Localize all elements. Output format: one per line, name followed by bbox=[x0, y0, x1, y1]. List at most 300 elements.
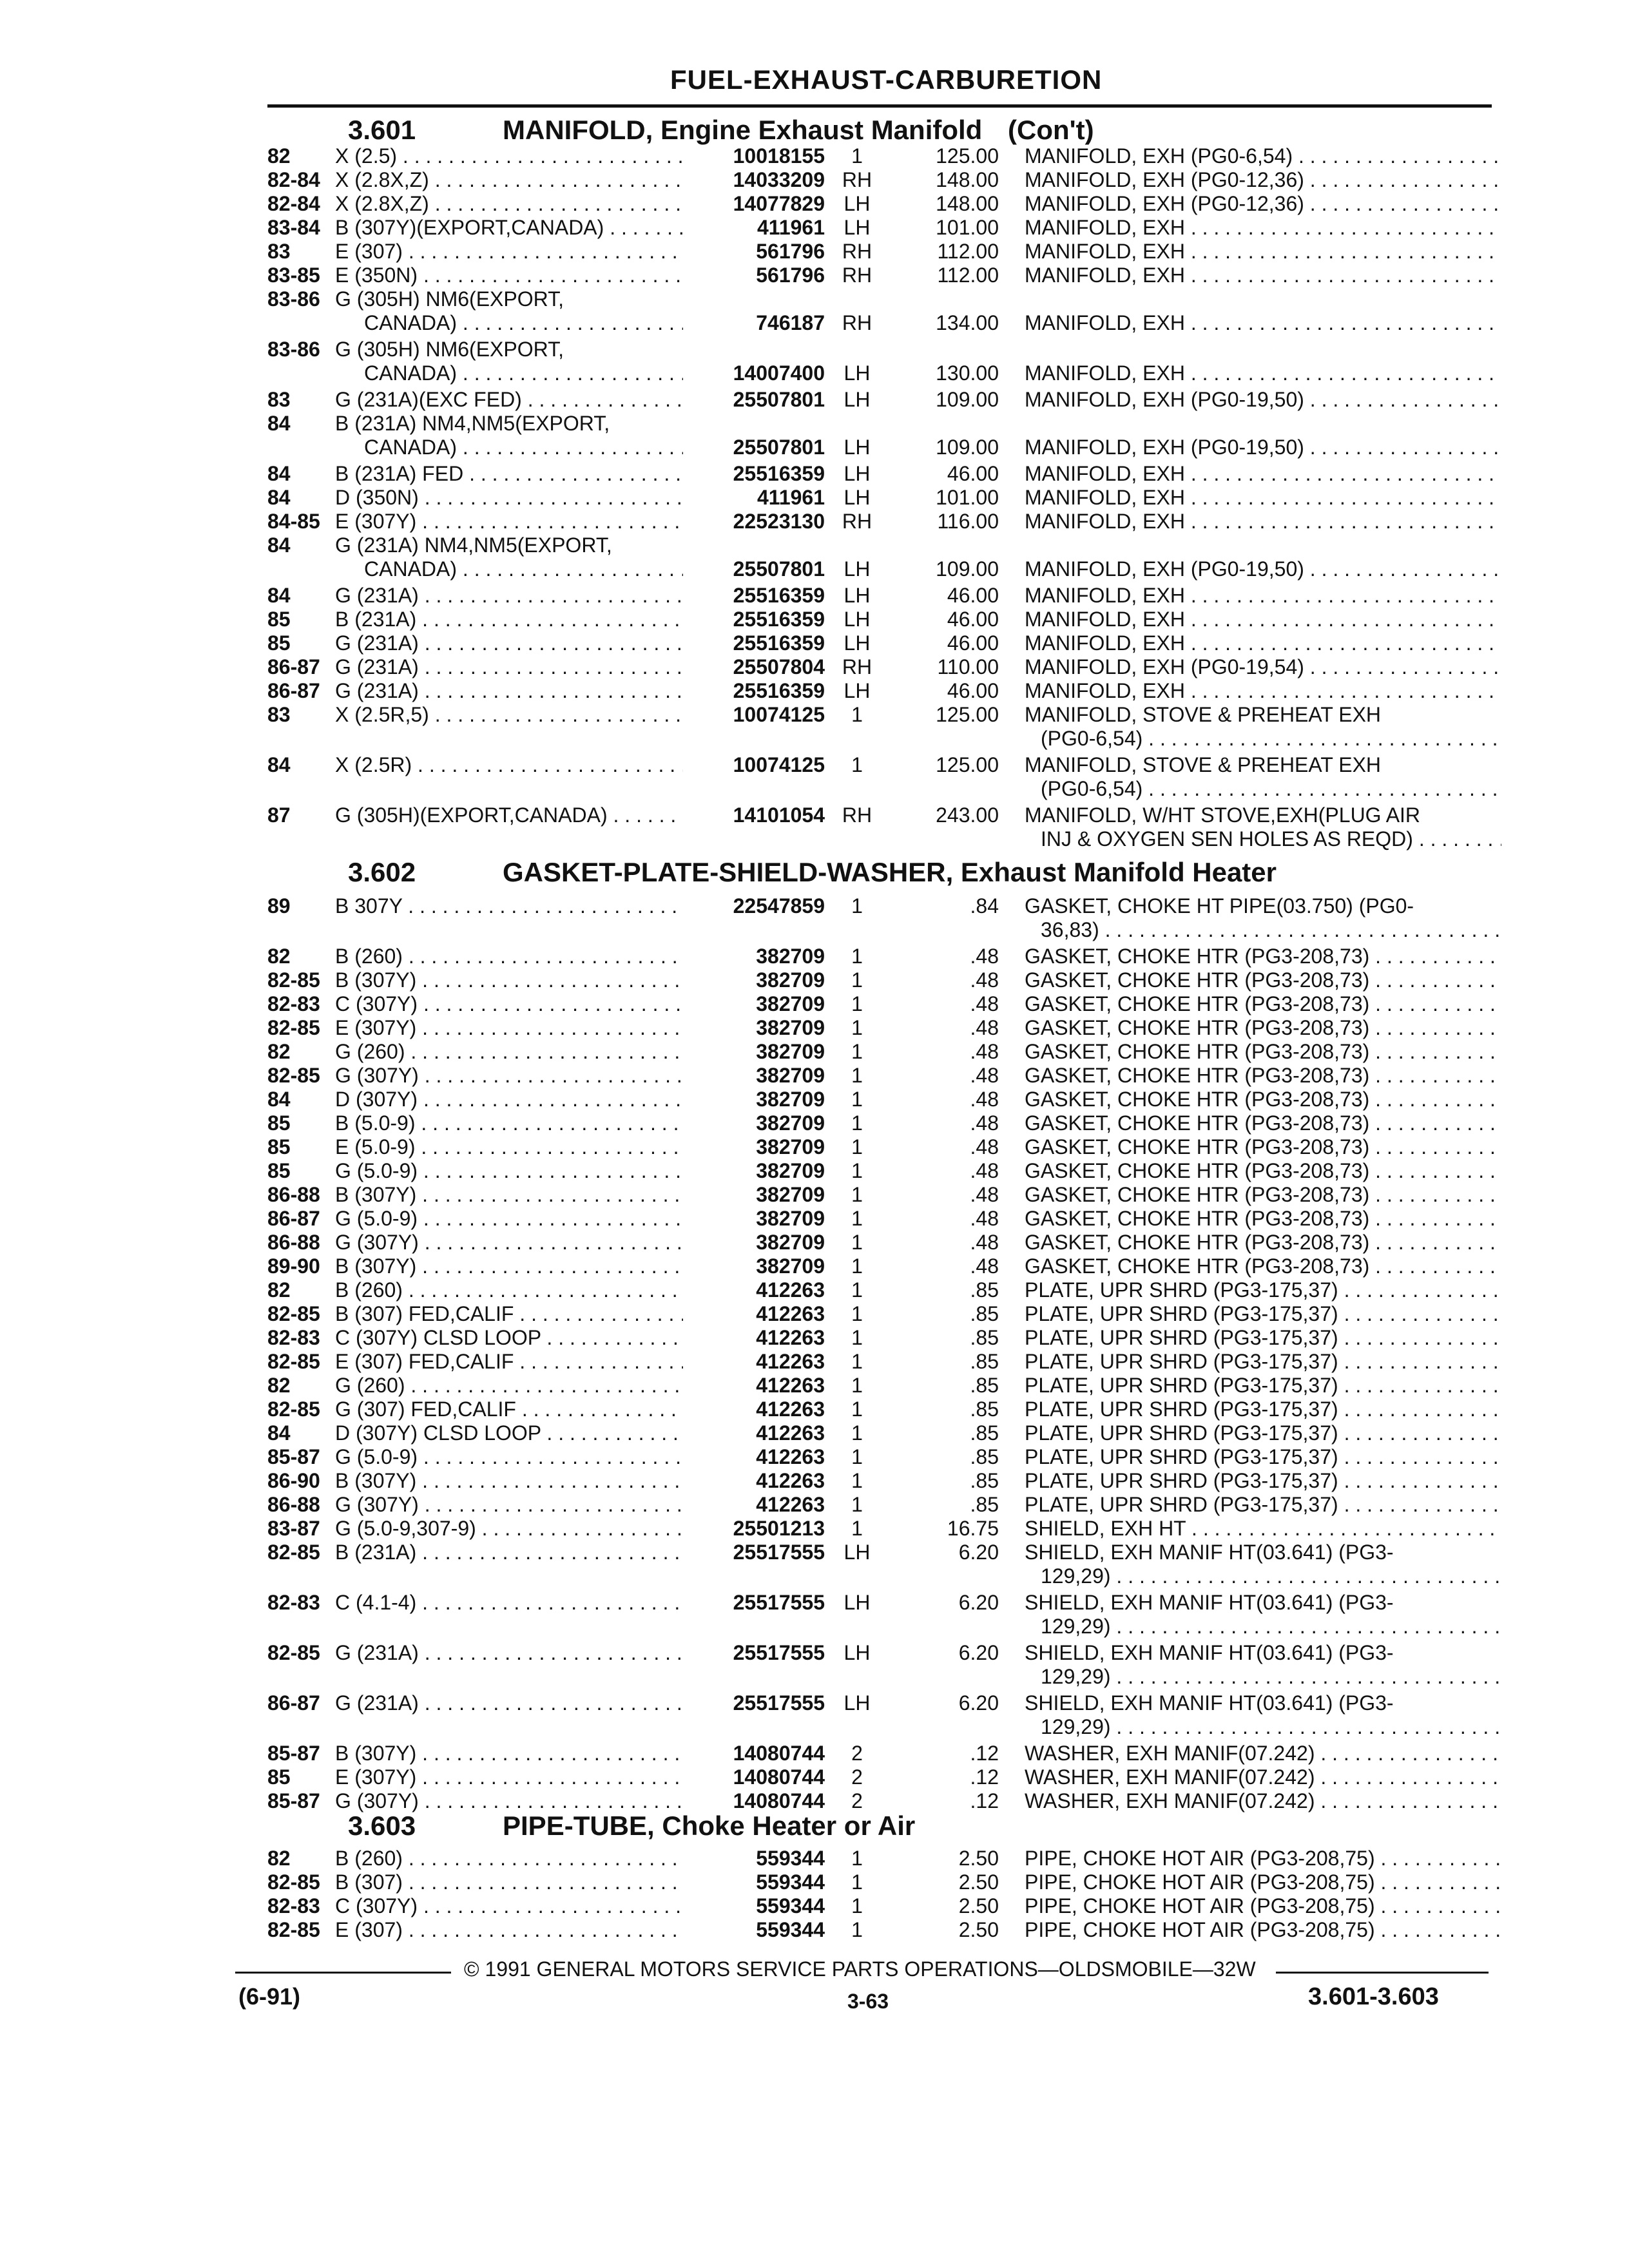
row-quantity: 1 bbox=[851, 1350, 863, 1373]
row-part-number: 412263 bbox=[756, 1398, 825, 1421]
row-part-number: 559344 bbox=[756, 1870, 825, 1894]
row-model: B (5.0-9) . . . bbox=[335, 1111, 683, 1135]
table-row bbox=[0, 388, 1629, 412]
row-model-continued: CANADA) . . . bbox=[364, 311, 683, 335]
row-price: 6.20 bbox=[958, 1541, 999, 1564]
row-quantity: 1 bbox=[851, 1469, 863, 1492]
row-quantity: RH bbox=[842, 240, 872, 263]
row-description: PLATE, UPR SHRD (PG3-175,37) . . . bbox=[1025, 1350, 1501, 1374]
row-model: G (5.0-9,307-9) . . . bbox=[335, 1517, 683, 1541]
row-model: G (231A) . . . bbox=[335, 631, 683, 655]
row-description: MANIFOLD, EXH (PG0-12,36) . . . bbox=[1025, 192, 1501, 216]
row-part-number: 412263 bbox=[756, 1278, 825, 1302]
row-price: 116.00 bbox=[937, 510, 999, 533]
row-part-number: 25516359 bbox=[733, 679, 825, 702]
row-quantity: LH bbox=[843, 388, 871, 411]
row-price: .12 bbox=[970, 1742, 999, 1765]
row-model: G (305H) NM6(EXPORT, bbox=[335, 338, 564, 361]
row-years: 85 bbox=[267, 1765, 291, 1789]
row-part-number: 412263 bbox=[756, 1326, 825, 1349]
row-part-number: 382709 bbox=[756, 1111, 825, 1135]
table-row bbox=[0, 1231, 1629, 1254]
row-description-continued: 129,29) . . . bbox=[1041, 1665, 1501, 1689]
table-row bbox=[0, 1894, 1629, 1918]
row-part-number: 382709 bbox=[756, 1159, 825, 1182]
row-description: PIPE, CHOKE HOT AIR (PG3-208,75) . . . bbox=[1025, 1870, 1501, 1894]
row-price: .48 bbox=[970, 1254, 999, 1278]
row-years: 82 bbox=[267, 1847, 291, 1870]
row-quantity: 1 bbox=[851, 1254, 863, 1278]
row-model: G (231A) . . . bbox=[335, 1641, 683, 1665]
row-model: B (231A) FED . . . bbox=[335, 462, 683, 486]
row-years: 82-84 bbox=[267, 168, 320, 191]
row-part-number: 14033209 bbox=[733, 168, 825, 191]
row-price: 46.00 bbox=[947, 608, 999, 631]
row-part-number: 412263 bbox=[756, 1421, 825, 1445]
table-row bbox=[0, 584, 1629, 608]
table-row bbox=[0, 168, 1629, 192]
row-years: 86-88 bbox=[267, 1183, 320, 1206]
row-years: 85 bbox=[267, 1159, 291, 1182]
row-description: GASKET, CHOKE HTR (PG3-208,73) . . . bbox=[1025, 1088, 1501, 1111]
row-price: 148.00 bbox=[936, 192, 999, 215]
row-description: GASKET, CHOKE HTR (PG3-208,73) . . . bbox=[1025, 1183, 1501, 1207]
row-years: 83 bbox=[267, 388, 291, 411]
table-row bbox=[0, 945, 1629, 968]
row-description: PLATE, UPR SHRD (PG3-175,37) . . . bbox=[1025, 1469, 1501, 1493]
row-price: .48 bbox=[970, 1111, 999, 1135]
row-quantity: 1 bbox=[851, 945, 863, 968]
row-price: 125.00 bbox=[936, 753, 999, 776]
row-price: .48 bbox=[970, 968, 999, 992]
row-description: GASKET, CHOKE HTR (PG3-208,73) . . . bbox=[1025, 945, 1501, 968]
row-price: 101.00 bbox=[936, 486, 999, 509]
row-part-number: 25507801 bbox=[733, 388, 825, 411]
row-description-continued: (PG0-6,54) . . . bbox=[1041, 777, 1501, 801]
table-row bbox=[0, 1541, 1629, 1588]
row-quantity: RH bbox=[842, 264, 872, 287]
row-model: B (307Y) . . . bbox=[335, 1254, 683, 1278]
row-description: PIPE, CHOKE HOT AIR (PG3-208,75) . . . bbox=[1025, 1847, 1501, 1870]
row-description: GASKET, CHOKE HTR (PG3-208,73) . . . bbox=[1025, 1207, 1501, 1231]
row-years: 86-87 bbox=[267, 679, 320, 702]
row-quantity: 1 bbox=[851, 1159, 863, 1182]
table-row bbox=[0, 1088, 1629, 1111]
row-description: MANIFOLD, EXH (PG0-19,54) . . . bbox=[1025, 655, 1501, 679]
row-description: MANIFOLD, EXH . . . bbox=[1025, 679, 1501, 703]
row-price: 46.00 bbox=[947, 584, 999, 607]
row-price: .48 bbox=[970, 1040, 999, 1063]
table-row bbox=[0, 1374, 1629, 1398]
table-row bbox=[0, 1207, 1629, 1231]
row-description: MANIFOLD, EXH (PG0-19,50) . . . bbox=[1025, 436, 1501, 459]
row-price: .48 bbox=[970, 1207, 999, 1230]
row-price: .85 bbox=[970, 1421, 999, 1445]
row-model: G (305H)(EXPORT,CANADA) . . . bbox=[335, 803, 683, 827]
row-model: G (5.0-9) . . . bbox=[335, 1445, 683, 1469]
section-suffix: (Con't) bbox=[1008, 115, 1094, 145]
row-description: GASKET, CHOKE HTR (PG3-208,73) . . . bbox=[1025, 992, 1501, 1016]
row-model: E (307Y) . . . bbox=[335, 1765, 683, 1789]
footer-section-range: 3.601-3.603 bbox=[1308, 1983, 1439, 2010]
table-row bbox=[0, 679, 1629, 703]
row-model: G (307Y) . . . bbox=[335, 1493, 683, 1517]
row-quantity: 1 bbox=[851, 703, 863, 726]
row-description: PLATE, UPR SHRD (PG3-175,37) . . . bbox=[1025, 1493, 1501, 1517]
row-price: .48 bbox=[970, 1016, 999, 1039]
row-years: 89 bbox=[267, 894, 291, 918]
row-price: 243.00 bbox=[936, 803, 999, 827]
row-part-number: 10018155 bbox=[733, 144, 825, 168]
row-part-number: 25507804 bbox=[733, 655, 825, 678]
row-years: 82 bbox=[267, 1374, 291, 1397]
row-price: .85 bbox=[970, 1398, 999, 1421]
row-part-number: 412263 bbox=[756, 1445, 825, 1468]
row-years: 82-85 bbox=[267, 1064, 320, 1087]
table-row bbox=[0, 1016, 1629, 1040]
row-price: .48 bbox=[970, 1183, 999, 1206]
row-model: G (260) . . . bbox=[335, 1374, 683, 1398]
row-model: G (307) FED,CALIF . . . bbox=[335, 1398, 683, 1421]
footer-rule-left bbox=[235, 1972, 451, 1974]
row-years: 82-85 bbox=[267, 968, 320, 992]
section-number: 3.603 bbox=[348, 1811, 416, 1841]
row-quantity: 1 bbox=[851, 1918, 863, 1941]
table-row bbox=[0, 1326, 1629, 1350]
table-row bbox=[0, 1398, 1629, 1421]
row-years: 85-87 bbox=[267, 1445, 320, 1468]
row-price: 2.50 bbox=[958, 1918, 999, 1941]
row-quantity: 1 bbox=[851, 1064, 863, 1087]
row-model: B (260) . . . bbox=[335, 1278, 683, 1302]
row-years: 82-84 bbox=[267, 192, 320, 215]
table-row bbox=[0, 192, 1629, 216]
row-years: 83-85 bbox=[267, 264, 320, 287]
row-description: MANIFOLD, STOVE & PREHEAT EXH bbox=[1025, 703, 1382, 726]
row-quantity: 1 bbox=[851, 1016, 863, 1039]
row-model: B (307Y)(EXPORT,CANADA) . . . bbox=[335, 216, 683, 240]
row-description: PLATE, UPR SHRD (PG3-175,37) . . . bbox=[1025, 1398, 1501, 1421]
row-price: 46.00 bbox=[947, 462, 999, 485]
row-description: MANIFOLD, EXH (PG0-19,50) . . . bbox=[1025, 557, 1501, 581]
row-quantity: 1 bbox=[851, 753, 863, 776]
table-row bbox=[0, 1641, 1629, 1689]
row-quantity: 1 bbox=[851, 1894, 863, 1917]
row-model: G (231A) . . . bbox=[335, 679, 683, 703]
row-part-number: 382709 bbox=[756, 1183, 825, 1206]
table-row bbox=[0, 1421, 1629, 1445]
row-description: MANIFOLD, EXH . . . bbox=[1025, 311, 1501, 335]
row-part-number: 412263 bbox=[756, 1350, 825, 1373]
table-row bbox=[0, 1445, 1629, 1469]
row-model: D (307Y) CLSD LOOP . . . bbox=[335, 1421, 683, 1445]
section-title: GASKET-PLATE-SHIELD-WASHER, Exhaust Manifold Heater bbox=[503, 857, 1277, 887]
row-years: 82-83 bbox=[267, 1894, 320, 1917]
row-years: 84 bbox=[267, 412, 291, 435]
table-row bbox=[0, 1302, 1629, 1326]
row-description: PIPE, CHOKE HOT AIR (PG3-208,75) . . . bbox=[1025, 1894, 1501, 1918]
row-years: 82-85 bbox=[267, 1870, 320, 1894]
table-row bbox=[0, 264, 1629, 287]
row-model: G (307Y) . . . bbox=[335, 1789, 683, 1813]
table-row bbox=[0, 1742, 1629, 1765]
row-years: 85 bbox=[267, 1135, 291, 1158]
row-model: X (2.5R,5) . . . bbox=[335, 703, 683, 727]
row-description: SHIELD, EXH HT . . . bbox=[1025, 1517, 1501, 1541]
row-description: MANIFOLD, EXH . . . bbox=[1025, 510, 1501, 533]
row-model: G (231A) NM4,NM5(EXPORT, bbox=[335, 533, 612, 557]
row-years: 84 bbox=[267, 486, 291, 509]
row-price: .85 bbox=[970, 1445, 999, 1468]
row-model: E (307Y) . . . bbox=[335, 1016, 683, 1040]
row-quantity: 2 bbox=[851, 1789, 863, 1812]
row-years: 82-85 bbox=[267, 1302, 320, 1325]
row-part-number: 22547859 bbox=[733, 894, 825, 918]
row-description: PLATE, UPR SHRD (PG3-175,37) . . . bbox=[1025, 1278, 1501, 1302]
table-row bbox=[0, 1691, 1629, 1739]
row-part-number: 746187 bbox=[756, 311, 825, 334]
table-row bbox=[0, 1765, 1629, 1789]
row-description-continued: 129,29) . . . bbox=[1041, 1564, 1501, 1588]
row-years: 82-85 bbox=[267, 1641, 320, 1664]
row-price: .48 bbox=[970, 1088, 999, 1111]
row-price: .48 bbox=[970, 1135, 999, 1158]
row-quantity: LH bbox=[843, 462, 871, 485]
row-price: .85 bbox=[970, 1326, 999, 1349]
row-model: C (307Y) . . . bbox=[335, 992, 683, 1016]
row-quantity: 1 bbox=[851, 1183, 863, 1206]
table-row bbox=[0, 1870, 1629, 1894]
table-row bbox=[0, 412, 1629, 459]
row-description: PLATE, UPR SHRD (PG3-175,37) . . . bbox=[1025, 1445, 1501, 1469]
row-model: B (231A) NM4,NM5(EXPORT, bbox=[335, 412, 610, 435]
row-model: B (307) . . . bbox=[335, 1870, 683, 1894]
table-row bbox=[0, 1350, 1629, 1374]
row-price: 109.00 bbox=[936, 388, 999, 411]
table-row bbox=[0, 287, 1629, 335]
row-price: .85 bbox=[970, 1374, 999, 1397]
section-number: 3.601 bbox=[348, 115, 416, 145]
row-model: G (5.0-9) . . . bbox=[335, 1207, 683, 1231]
row-years: 84 bbox=[267, 753, 291, 776]
row-quantity: LH bbox=[843, 192, 871, 215]
row-years: 82-85 bbox=[267, 1016, 320, 1039]
row-price: 6.20 bbox=[958, 1591, 999, 1614]
row-description: MANIFOLD, EXH . . . bbox=[1025, 361, 1501, 385]
row-price: 130.00 bbox=[936, 361, 999, 385]
row-part-number: 10074125 bbox=[733, 703, 825, 726]
row-price: 46.00 bbox=[947, 679, 999, 702]
row-years: 86-90 bbox=[267, 1469, 320, 1492]
row-years: 82 bbox=[267, 1278, 291, 1302]
row-model-continued: CANADA) . . . bbox=[364, 436, 683, 459]
row-quantity: 1 bbox=[851, 1278, 863, 1302]
row-part-number: 382709 bbox=[756, 1016, 825, 1039]
row-quantity: 1 bbox=[851, 1207, 863, 1230]
row-description: MANIFOLD, EXH (PG0-19,50) . . . bbox=[1025, 388, 1501, 412]
row-quantity: 1 bbox=[851, 968, 863, 992]
row-years: 86-87 bbox=[267, 1691, 320, 1715]
row-description: GASKET, CHOKE HTR (PG3-208,73) . . . bbox=[1025, 1111, 1501, 1135]
table-row bbox=[0, 1254, 1629, 1278]
row-years: 82-85 bbox=[267, 1918, 320, 1941]
row-years: 83 bbox=[267, 240, 291, 263]
table-row bbox=[0, 1517, 1629, 1541]
table-row bbox=[0, 608, 1629, 631]
row-part-number: 412263 bbox=[756, 1302, 825, 1325]
row-model: B (307) FED,CALIF . . . bbox=[335, 1302, 683, 1326]
row-quantity: 1 bbox=[851, 1847, 863, 1870]
row-description: MANIFOLD, EXH . . . bbox=[1025, 216, 1501, 240]
row-description: WASHER, EXH MANIF(07.242) . . . bbox=[1025, 1742, 1501, 1765]
row-quantity: 1 bbox=[851, 1493, 863, 1516]
row-quantity: LH bbox=[843, 557, 871, 581]
row-part-number: 25517555 bbox=[733, 1541, 825, 1564]
row-description: MANIFOLD, EXH . . . bbox=[1025, 584, 1501, 608]
row-model-continued: CANADA) . . . bbox=[364, 361, 683, 385]
row-years: 89-90 bbox=[267, 1254, 320, 1278]
row-description: GASKET, CHOKE HTR (PG3-208,73) . . . bbox=[1025, 968, 1501, 992]
row-years: 82-83 bbox=[267, 1591, 320, 1614]
row-part-number: 25507801 bbox=[733, 436, 825, 459]
row-part-number: 25516359 bbox=[733, 631, 825, 655]
row-quantity: LH bbox=[843, 486, 871, 509]
row-description: MANIFOLD, EXH . . . bbox=[1025, 486, 1501, 510]
row-model: D (350N) . . . bbox=[335, 486, 683, 510]
row-years: 85 bbox=[267, 631, 291, 655]
row-price: 2.50 bbox=[958, 1870, 999, 1894]
row-quantity: LH bbox=[843, 436, 871, 459]
row-model: X (2.8X,Z) . . . bbox=[335, 168, 683, 192]
row-model: G (231A) . . . bbox=[335, 584, 683, 608]
footer-rule-right bbox=[1276, 1972, 1489, 1974]
row-quantity: LH bbox=[843, 631, 871, 655]
row-description: WASHER, EXH MANIF(07.242) . . . bbox=[1025, 1765, 1501, 1789]
row-part-number: 25517555 bbox=[733, 1641, 825, 1664]
row-model: B (307Y) . . . bbox=[335, 1742, 683, 1765]
table-row bbox=[0, 1135, 1629, 1159]
row-price: .85 bbox=[970, 1469, 999, 1492]
row-quantity: 1 bbox=[851, 1445, 863, 1468]
row-price: 101.00 bbox=[936, 216, 999, 239]
row-part-number: 382709 bbox=[756, 1207, 825, 1230]
row-part-number: 411961 bbox=[757, 216, 825, 239]
row-years: 82-83 bbox=[267, 1326, 320, 1349]
row-part-number: 14101054 bbox=[733, 803, 825, 827]
row-price: 110.00 bbox=[937, 655, 999, 678]
row-quantity: LH bbox=[843, 216, 871, 239]
row-model: B (231A) . . . bbox=[335, 608, 683, 631]
row-model: B (231A) . . . bbox=[335, 1541, 683, 1564]
row-description: SHIELD, EXH MANIF HT(03.641) (PG3- bbox=[1025, 1641, 1394, 1664]
row-quantity: 1 bbox=[851, 1231, 863, 1254]
row-model: C (4.1-4) . . . bbox=[335, 1591, 683, 1615]
table-row bbox=[0, 803, 1629, 851]
table-row bbox=[0, 144, 1629, 168]
row-quantity: LH bbox=[843, 1541, 871, 1564]
row-description-continued: (PG0-6,54) . . . bbox=[1041, 727, 1501, 751]
row-price: .85 bbox=[970, 1278, 999, 1302]
row-price: 112.00 bbox=[937, 264, 999, 287]
row-price: .12 bbox=[970, 1789, 999, 1812]
row-model: B (307Y) . . . bbox=[335, 1469, 683, 1493]
row-part-number: 10074125 bbox=[733, 753, 825, 776]
table-row bbox=[0, 533, 1629, 581]
row-years: 82 bbox=[267, 1040, 291, 1063]
row-years: 82-85 bbox=[267, 1541, 320, 1564]
row-model: G (231A)(EXC FED) . . . bbox=[335, 388, 683, 412]
row-quantity: 2 bbox=[851, 1742, 863, 1765]
row-description: PLATE, UPR SHRD (PG3-175,37) . . . bbox=[1025, 1421, 1501, 1445]
row-quantity: 1 bbox=[851, 1421, 863, 1445]
table-row bbox=[0, 486, 1629, 510]
table-row bbox=[0, 1183, 1629, 1207]
table-row bbox=[0, 1789, 1629, 1813]
row-model: X (2.5) . . . bbox=[335, 144, 683, 168]
row-model: E (307) . . . bbox=[335, 240, 683, 264]
section-number: 3.602 bbox=[348, 857, 416, 887]
row-quantity: LH bbox=[843, 1691, 871, 1715]
row-years: 85 bbox=[267, 608, 291, 631]
row-price: 46.00 bbox=[947, 631, 999, 655]
table-row bbox=[0, 655, 1629, 679]
row-part-number: 411961 bbox=[757, 486, 825, 509]
row-description: GASKET, CHOKE HTR (PG3-208,73) . . . bbox=[1025, 1040, 1501, 1064]
row-years: 87 bbox=[267, 803, 291, 827]
row-description: GASKET, CHOKE HTR (PG3-208,73) . . . bbox=[1025, 1016, 1501, 1040]
row-model: B (260) . . . bbox=[335, 1847, 683, 1870]
copyright-text: © 1991 GENERAL MOTORS SERVICE PARTS OPERATIONS—OLDSMOBILE—32W bbox=[464, 1957, 1256, 1981]
row-quantity: RH bbox=[842, 803, 872, 827]
table-row bbox=[0, 753, 1629, 801]
row-price: .84 bbox=[970, 894, 999, 918]
row-price: .48 bbox=[970, 992, 999, 1015]
row-part-number: 14080744 bbox=[733, 1742, 825, 1765]
row-part-number: 382709 bbox=[756, 992, 825, 1015]
table-row bbox=[0, 1159, 1629, 1183]
row-part-number: 14077829 bbox=[733, 192, 825, 215]
row-price: 2.50 bbox=[958, 1847, 999, 1870]
row-model: G (305H) NM6(EXPORT, bbox=[335, 287, 564, 311]
row-description: SHIELD, EXH MANIF HT(03.641) (PG3- bbox=[1025, 1691, 1394, 1715]
row-part-number: 25507801 bbox=[733, 557, 825, 581]
row-part-number: 14080744 bbox=[733, 1789, 825, 1812]
row-years: 82-83 bbox=[267, 992, 320, 1015]
row-part-number: 382709 bbox=[756, 1254, 825, 1278]
row-years: 83-86 bbox=[267, 287, 320, 311]
row-part-number: 412263 bbox=[756, 1493, 825, 1516]
table-row bbox=[0, 1918, 1629, 1942]
row-years: 84 bbox=[267, 462, 291, 485]
row-price: 16.75 bbox=[947, 1517, 999, 1540]
header-rule bbox=[267, 104, 1492, 108]
row-model: C (307Y) . . . bbox=[335, 1894, 683, 1918]
row-model: B (307Y) . . . bbox=[335, 968, 683, 992]
row-quantity: RH bbox=[842, 510, 872, 533]
table-row bbox=[0, 703, 1629, 751]
row-part-number: 559344 bbox=[756, 1918, 825, 1941]
row-quantity: 1 bbox=[851, 1326, 863, 1349]
row-part-number: 559344 bbox=[756, 1894, 825, 1917]
row-quantity: LH bbox=[843, 361, 871, 385]
row-description: SHIELD, EXH MANIF HT(03.641) (PG3- bbox=[1025, 1591, 1394, 1614]
table-row bbox=[0, 240, 1629, 264]
row-price: .85 bbox=[970, 1350, 999, 1373]
row-model: G (307Y) . . . bbox=[335, 1064, 683, 1088]
row-price: 6.20 bbox=[958, 1691, 999, 1715]
row-description: GASKET, CHOKE HTR (PG3-208,73) . . . bbox=[1025, 1064, 1501, 1088]
row-part-number: 22523130 bbox=[733, 510, 825, 533]
